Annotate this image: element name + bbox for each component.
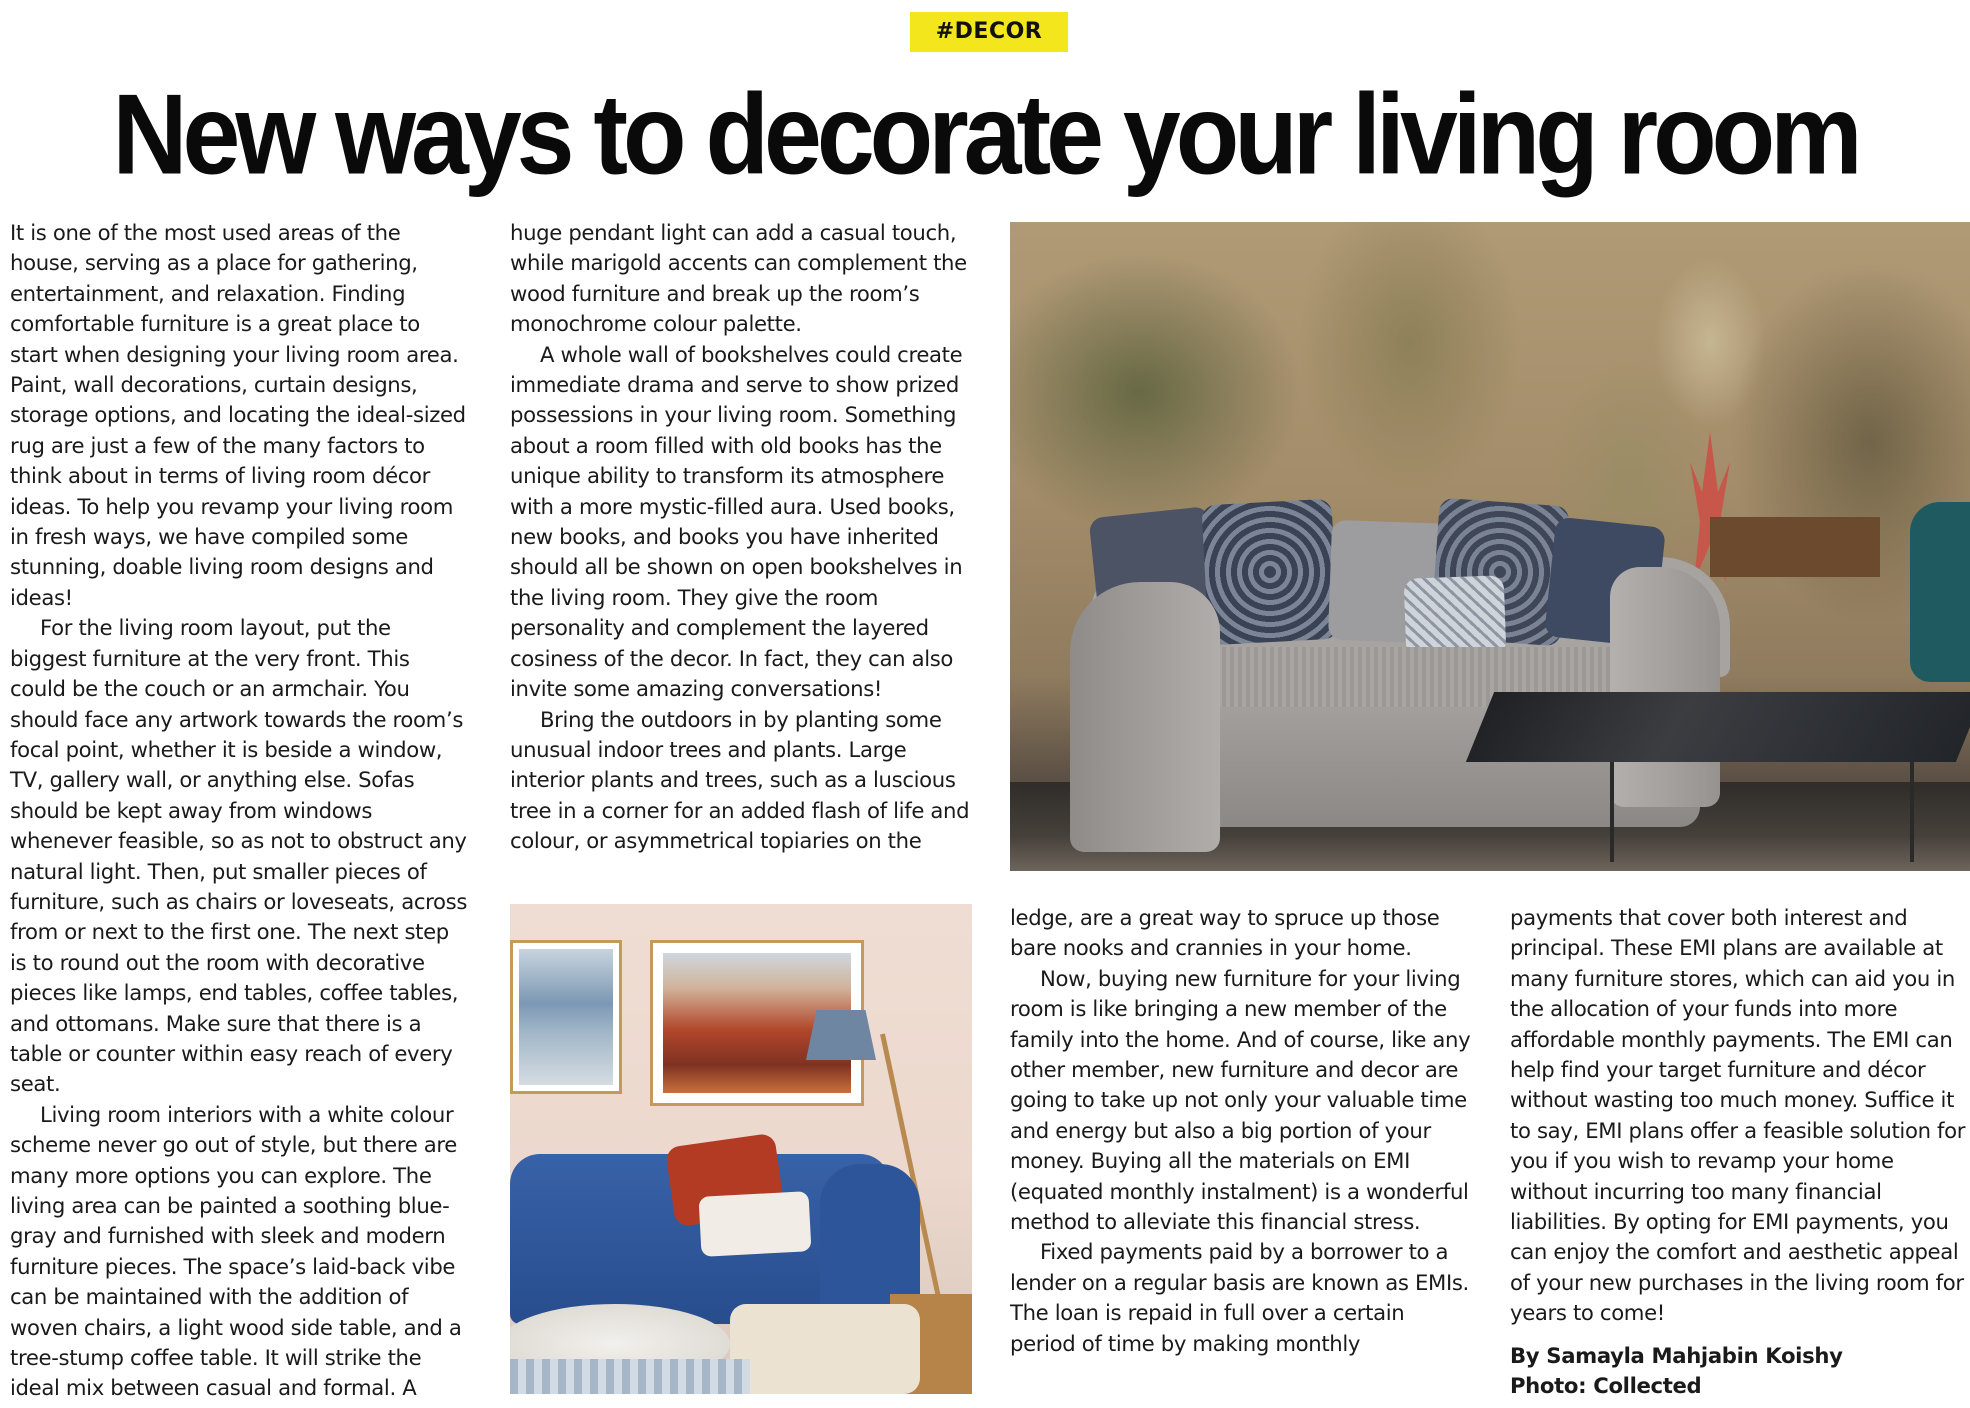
paragraph: Now, buying new furniture for your living room is like bringing a new member of the family into the home. And of course, like any other member, new furniture and decor are going to take up not only your valuable time and energy but also a big portion of your money. Buying all the materials on EMI (equated monthly instalment) is a wonderful method to alleviate this financial stress.	[1010, 965, 1471, 1235]
sofa-photo	[1010, 222, 1970, 871]
paragraph: Bring the outdoors in by planting some unusual indoor trees and plants. Large interior plants and trees, such as a luscious tree in a corner for an added flash of life and colour, or asymmetrical topiaries on the	[510, 706, 970, 854]
author-byline: By Samayla Mahjabin Koishy	[1510, 1342, 1843, 1368]
article-column-3	[1010, 903, 1472, 1359]
photo-credit: Photo: Collected	[1510, 1373, 1702, 1399]
paragraph: Fixed payments paid by a borrower to a lender on a regular basis are known as EMIs. The loan is repaid in full over a certain period of time by making monthly	[1010, 1239, 1469, 1356]
paragraph: It is one of the most used areas of the house, serving as a place for gathering, entertainment, and relaxation. Finding comfortable furniture is a great place to start when designing your living room area. Paint, wall decorations, curtain designs, storage options, and locating the ideal-sized rug are just a few of the many factors to think about in terms of living room décor ideas. To help you revamp your living room in fresh ways, we have compiled some stunning, doable living room designs and ideas!	[10, 220, 466, 610]
article-column-2	[510, 218, 972, 857]
paragraph: For the living room layout, put the biggest furniture at the very front. This could be the couch or an armchair. You should face any artwork towards the room’s focal point, whether it is beside a window, TV, gallery wall, or anything else. Sofas should be kept away from windows whenever feasible, so as not to obstruct any natural light. Then, put smaller pieces of furniture, such as chairs or loveseats, across from or next to the first one. The next step is to round out the room with decorative pieces like lamps, end tables, coffee tables, and ottomans. Make sure that there is a table or counter within easy reach of every seat.	[10, 615, 468, 1097]
section-tag: #DECOR	[910, 12, 1068, 52]
paragraph: payments that cover both interest and principal. These EMI plans are available at many furniture stores, which can aid you in the allocation of your funds into more affordable monthly payments. The EMI can help find your target furniture and décor without wasting too much money. Suffice it to say, EMI plans offer a feasible solution for you if you wish to revamp your home without incurring too many financial liabilities. By opting for EMI payments, you can enjoy the comfort and aesthetic appeal of your new purchases in the living room for years to come!	[1510, 905, 1966, 1326]
article-column-4	[1510, 903, 1970, 1402]
article-column-1	[10, 218, 468, 1404]
paragraph: Living room interiors with a white colour scheme never go out of style, but there are many more options you can explore. The living area can be painted a soothing blue-gray and furnished with sleek and modern furniture pieces. The space’s laid-back vibe can be maintained with the addition of woven chairs, a light wood side table, and a tree-stump coffee table. It will strike the ideal mix between casual and formal. A	[10, 1101, 462, 1401]
headline: New ways to decorate your living room	[112, 71, 1858, 199]
paragraph: huge pendant light can add a casual touch, while marigold accents can complement the wood furniture and break up the room’s monochrome colour palette.	[510, 220, 967, 337]
blue-sofa-photo	[510, 904, 972, 1394]
paragraph: ledge, are a great way to spruce up those bare nooks and crannies in your home.	[1010, 905, 1440, 961]
paragraph: A whole wall of bookshelves could create immediate drama and serve to show prized possessions in your living room. Something about a room filled with old books has the unique ability to transform its atmosphere with a more mystic-filled aura. Used books, new books, and books you have inherited should all be shown on open bookshelves in the living room. They give the room personality and complement the layered cosiness of the decor. In fact, they can also invite some amazing conversations!	[510, 341, 963, 702]
